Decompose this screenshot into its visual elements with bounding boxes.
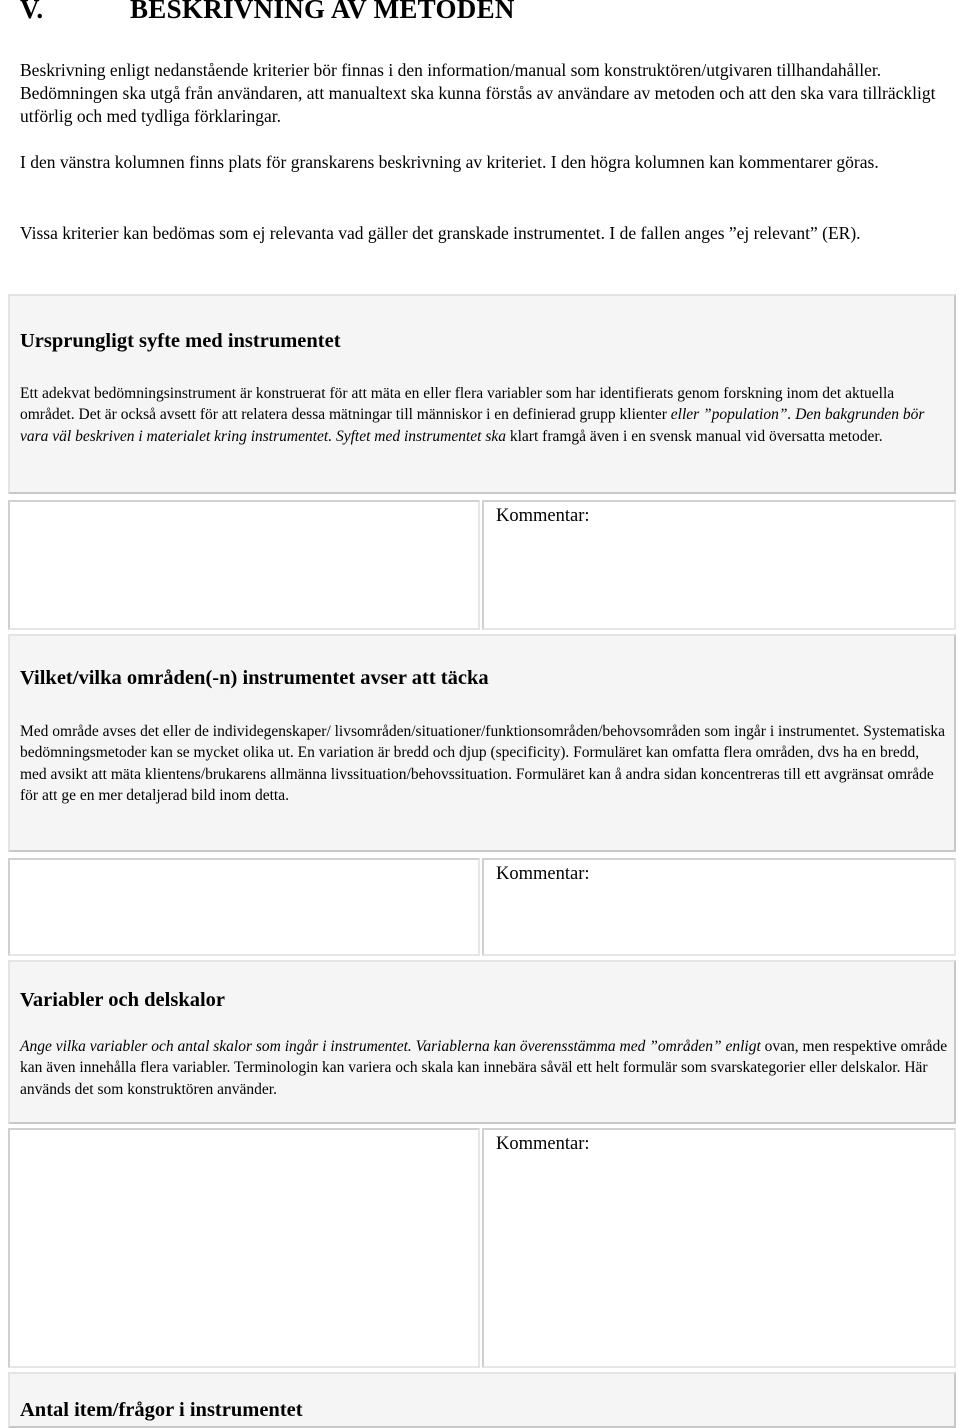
intro-paragraph-1: Beskrivning enligt nedanstående kriterier bör finnas i den information/manual som konstruktören/utgivaren tillhandahåller. Bedömningen ska utgå från användaren, att manualtext ska kunna förstås av användare av metoden och att den ska vara tillräckligt utförlig och med tydliga förklaringar. [20, 60, 936, 126]
comment-label: Kommentar: [496, 1134, 590, 1154]
comment-box[interactable] [482, 858, 956, 956]
comment-label: Kommentar: [496, 864, 590, 884]
section-number: V. [20, 0, 44, 24]
criterion-variables [8, 960, 956, 1124]
description-tail-text: klart framgå även i en svensk manual vid översatta metoder. [506, 427, 883, 445]
criterion-areas [8, 634, 956, 852]
criterion-title: Vilket/vilka områden(-n) instrumentet avser att täcka [20, 667, 489, 689]
description-italic-text: eller ”population”. Den bakgrunden bör vara väl beskriven i materialet kring instrumentet. Syftet med instrumentet ska [20, 406, 925, 445]
criterion-description [20, 383, 948, 447]
comment-box[interactable] [482, 1128, 956, 1368]
criterion-title: Antal item/frågor i instrumentet [20, 1399, 303, 1421]
description-tail-text: ovan, men respektive område kan även innehålla flera variabler. Terminologin kan variera och skala kan innebära såväl ett helt formulär som svarskategorier eller delskalor. Här används det som konstruktören använder. [20, 1038, 948, 1098]
section-heading [20, 0, 515, 25]
criterion-description [20, 1036, 948, 1100]
reviewer-description-box[interactable] [8, 1128, 480, 1368]
section-title: BESKRIVNING AV METODEN [130, 0, 515, 24]
intro-paragraph-3: Vissa kriterier kan bedömas som ej relevanta vad gäller det granskade instrumentet. I de fallen anges ”ej relevant” (ER). [20, 223, 861, 243]
criterion-item-count [8, 1372, 956, 1428]
reviewer-description-box[interactable] [8, 500, 480, 630]
description-text: Ett adekvat bedömningsinstrument är konstruerat för att mäta en eller flera variabler som har identifierats genom forskning inom det aktuella området. Det är också avsett för att relatera dessa mätningar till människor i en definierad grupp klienter [20, 385, 895, 424]
reviewer-description-box[interactable] [8, 858, 480, 956]
criterion-title: Ursprungligt syfte med instrumentet [20, 330, 341, 352]
comment-box[interactable] [482, 500, 956, 630]
criterion-purpose [8, 294, 956, 494]
comment-label: Kommentar: [496, 506, 590, 526]
criterion-description: Med område avses det eller de individegenskaper/ livsområden/situationer/funktionsområden/behovsområden som ingår i instrumentet. Systematiska bedömningsmetoder kan se mycket olika ut. En variation är bredd och djup (specificity). Formuläret kan omfatta flera områden, dvs ha en bredd, med avsikt att mäta klientens/brukarens allmänna livssituation/behovssituation. Formuläret kan å andra sidan koncentreras till ett avgränsat område för att ge en mer detaljerad bild inom detta. [20, 723, 946, 805]
description-italic-text: Ange vilka variabler och antal skalor som ingår i instrumentet. Variablerna kan överensstämma med ”områden” enligt [20, 1038, 761, 1055]
intro-paragraph-2: I den vänstra kolumnen finns plats för granskarens beskrivning av kriteriet. I den högra kolumnen kan kommentarer göras. [20, 152, 879, 172]
criterion-title: Variabler och delskalor [20, 989, 226, 1011]
